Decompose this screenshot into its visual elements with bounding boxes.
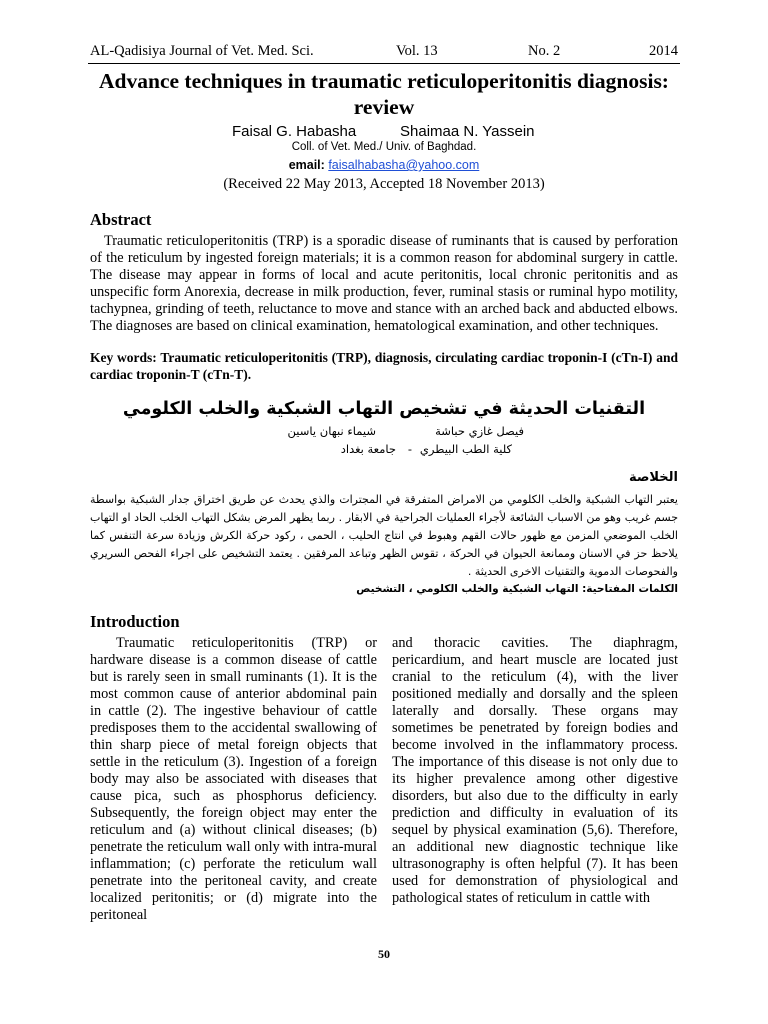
arabic-affil-college: كلية الطب البيطري <box>419 442 512 456</box>
header-rule <box>88 63 680 64</box>
author-1: Faisal G. Habasha <box>232 123 357 140</box>
abstract-body: Traumatic reticuloperitonitis (TRP) is a sporadic disease of ruminants that is caused by perforation of the reticulum by ingested foreign materials; it is a common reason for abdominal surgery in cattle. The disease may appear in forms of local and acute peritonitis, local chronic peritonitis and as unspecific form Anorexia, decrease in milk production, fever, ruminal stasis or ruminal hypo motility, tachypnea, grinding of teeth, reluctance to move and stance with an arched back and abducted elbows. The diagnoses are based on clinical examination, hematological examination, and other techniques. <box>90 233 678 334</box>
arabic-abstract-body: يعتبر التهاب الشبكية والخلب الكلومي من الامراض المتفرقة في المجترات والذي يحدث عن طريق اختراق جدار الشبكية بواسطة جسم غريب وهو من الاسباب الشائعة لأجراء العمليات الجراحية في الابقار . ربما يظهر المرض بشكل التهاب الخلب الحاد او التهاب الخلب الموضعي المزمن مع ظهور حالات القهم وهبوط في انتاج الحليب ، الحمى ، ركود حركة الكرش وزيادة سرعة التنفس كما يلاحظ حز في الاسنان وممانعة الحيوان في الحركة ، تقوس الظهر وتباعد المرفقين . يعتمد التشخيص على اجراء الفحص السريري والفحوصات الدموية والتقنيات الاخرى الحديثة . <box>90 493 678 578</box>
arabic-author-1: فيصل غازي حباشة <box>435 424 524 438</box>
abstract-heading: Abstract <box>90 210 152 229</box>
running-head <box>90 43 678 63</box>
page-number: 50 <box>378 947 390 961</box>
arabic-keywords: الكلمات المفتاحية: التهاب الشبكية والخلب الكلومي ، التشخيص <box>356 583 678 595</box>
volume: Vol. 13 <box>396 43 438 59</box>
arabic-title: التقنيات الحديثة في تشخيص التهاب الشبكية والخلب الكلومي <box>122 399 646 419</box>
arabic-affiliation <box>90 442 678 459</box>
authors <box>90 123 678 141</box>
introduction-column-1: Traumatic reticuloperitonitis (TRP) or hardware disease is a common disease of cattle but is rarely seen in small ruminants (1). It is the most common cause of anterior abdominal pain in cattle (2). The ingestive behaviour of cattle predisposes them to the accidental swallowing of thin sharp piece of metal foreign objects that settle in the reticulum (3). Ingestion of a foreign body may also be associated with diseases that cause pica, such as phosphorus deficiency. Subsequently, the foreign object may enter the reticulum and (a) without clinical diseases; (b) penetrate the reticulum wall only with intra-mural inflammation; (c) perforate the reticulum wall penetrate into the peritoneal cavity, and create localized peritonitis; or (d) migrate into the peritoneal <box>90 635 377 923</box>
paper-title: Advance techniques in traumatic reticuloperitonitis diagnosis: review <box>99 69 669 119</box>
introduction-column-2: and thoracic cavities. The diaphragm, pericardium, and heart muscle are located just cranial to the reticulum (4), with the liver positioned medially and dorsally and the spleen laterally and dorsally. These organs may sometimes be penetrated by foreign bodies and become involved in the inflammatory process. The importance of this disease is not only due to its higher prevalence among other digestive disorders, but also due to the difficulty in early prediction and difficulty in evaluation of its sequel by physical examination (5,6). Therefore, an additional new diagnostic technique like ultrasonography is often helpful (7). It has been used for demonstration of physiological and pathological states of reticulum in cattle with <box>392 635 678 906</box>
affiliation: Coll. of Vet. Med./ Univ. of Baghdad. <box>291 141 477 153</box>
journal-name: AL-Qadisiya Journal of Vet. Med. Sci. <box>90 43 314 59</box>
arabic-affil-separator: - <box>407 442 412 456</box>
email-label: email: <box>288 158 325 172</box>
received-dates: (Received 22 May 2013, Accepted 18 November 2013) <box>223 176 545 192</box>
email-link[interactable]: faisalhabasha@yahoo.com <box>328 158 480 172</box>
arabic-affil-university: جامعة بغداد <box>340 442 396 456</box>
introduction-heading: Introduction <box>90 612 180 631</box>
arabic-authors <box>90 424 678 441</box>
author-2: Shaimaa N. Yassein <box>400 123 535 140</box>
email-line <box>90 158 678 172</box>
arabic-author-2: شيماء نبهان ياسين <box>287 424 376 438</box>
arabic-abstract-heading: الخلاصة <box>628 470 678 485</box>
keywords: Key words: Traumatic reticuloperitonitis (TRP), diagnosis, circulating cardiac troponin-I (cTn-I) and cardiac troponin-T (cTn-T). <box>90 350 678 382</box>
year: 2014 <box>649 43 678 59</box>
issue: No. 2 <box>528 43 561 59</box>
